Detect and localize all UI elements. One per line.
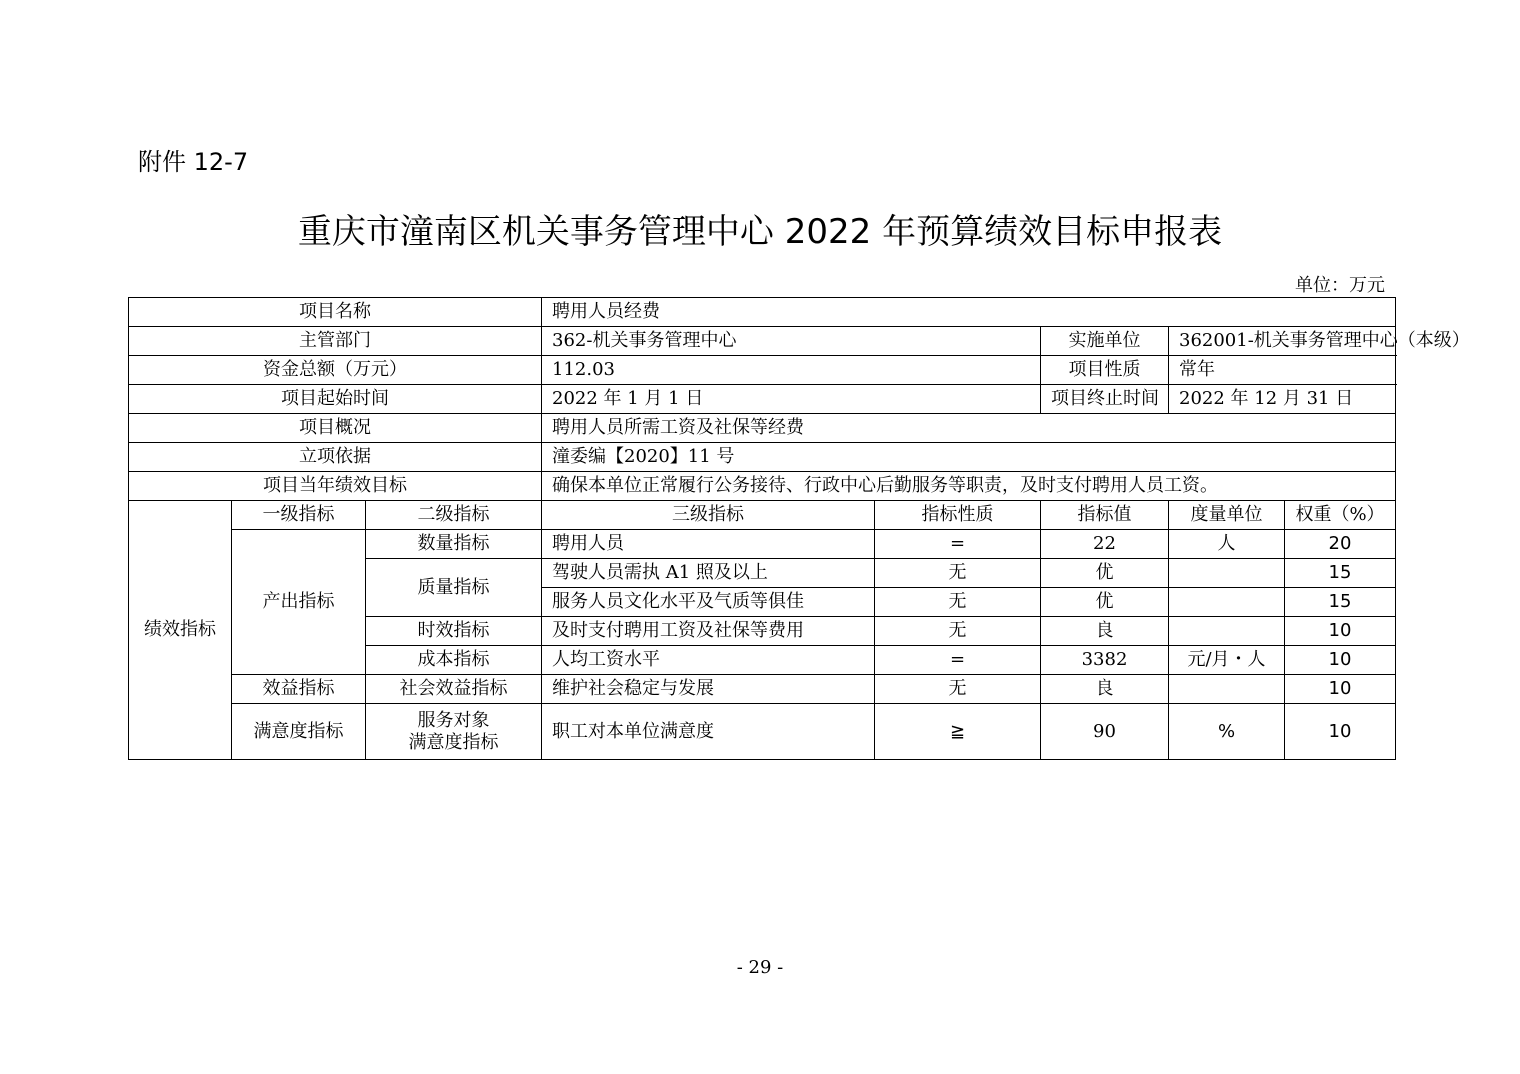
indicator-unit [1169, 675, 1285, 704]
table-row [129, 414, 1396, 443]
table-row [129, 530, 1396, 559]
indicator-weight: 10 [1285, 646, 1396, 675]
indicator-value: 优 [1041, 588, 1169, 617]
indicator-nature: 无 [875, 617, 1041, 646]
indicator-nature: 无 [875, 559, 1041, 588]
goal-label: 项目当年绩效目标 [129, 472, 542, 501]
level1-benefit: 效益指标 [232, 675, 366, 704]
level2-quantity: 数量指标 [366, 530, 542, 559]
page-title: 重庆市潼南区机关事务管理中心 2022 年预算绩效目标申报表 [297, 212, 1223, 252]
goal-value: 确保本单位正常履行公务接待、行政中心后勤服务等职责，及时支付聘用人员工资。 [542, 472, 1396, 501]
end-value: 2022 年 12 月 31 日 [1169, 385, 1396, 414]
header-level2: 二级指标 [366, 501, 542, 530]
level2-cost: 成本指标 [366, 646, 542, 675]
nature-label: 项目性质 [1041, 356, 1169, 385]
indicator-weight: 15 [1285, 588, 1396, 617]
header-level3: 三级指标 [542, 501, 875, 530]
table-row [129, 356, 1396, 385]
level2-service-satisfaction [366, 704, 542, 760]
indicator-name: 维护社会稳定与发展 [542, 675, 875, 704]
nature-value: 常年 [1169, 356, 1396, 385]
level2-quality: 质量指标 [366, 559, 542, 617]
level2-service-line2: 满意度指标 [408, 731, 499, 753]
level2-social: 社会效益指标 [366, 675, 542, 704]
indicator-unit [1169, 559, 1285, 588]
level1-output: 产出指标 [232, 530, 366, 675]
indicator-value: 90 [1041, 704, 1169, 760]
indicator-value: 良 [1041, 675, 1169, 704]
indicator-weight: 10 [1285, 617, 1396, 646]
start-label: 项目起始时间 [129, 385, 542, 414]
indicator-unit: % [1169, 704, 1285, 760]
project-name-label: 项目名称 [129, 298, 542, 327]
indicator-unit [1169, 617, 1285, 646]
page-number: - 29 - [736, 957, 784, 978]
indicator-nature: = [875, 646, 1041, 675]
indicator-unit: 元/月・人 [1169, 646, 1285, 675]
attachment-label: 附件 12-7 [138, 148, 249, 176]
indicator-weight: 20 [1285, 530, 1396, 559]
table-row [129, 327, 1396, 356]
indicator-header-row [129, 501, 1396, 530]
indicator-nature: ≧ [875, 704, 1041, 760]
impl-label: 实施单位 [1041, 327, 1169, 356]
header-level1: 一级指标 [232, 501, 366, 530]
indicator-unit [1169, 588, 1285, 617]
unit-label: 单位：万元 [1295, 275, 1385, 296]
indicator-weight: 10 [1285, 704, 1396, 760]
table-row [129, 704, 1396, 760]
indicator-group-label: 绩效指标 [129, 501, 232, 760]
basis-value: 潼委编【2020】11 号 [542, 443, 1396, 472]
header-weight: 权重（%） [1285, 501, 1396, 530]
indicator-unit: 人 [1169, 530, 1285, 559]
table-row [129, 443, 1396, 472]
table-row [129, 298, 1396, 327]
impl-value: 362001-机关事务管理中心（本级） [1169, 327, 1396, 356]
start-value: 2022 年 1 月 1 日 [542, 385, 1041, 414]
table-row [129, 675, 1396, 704]
header-value: 指标值 [1041, 501, 1169, 530]
dept-label: 主管部门 [129, 327, 542, 356]
indicator-name: 聘用人员 [542, 530, 875, 559]
level1-satisfaction: 满意度指标 [232, 704, 366, 760]
indicator-name: 及时支付聘用工资及社保等费用 [542, 617, 875, 646]
level2-service-line1: 服务对象 [417, 709, 490, 731]
basis-label: 立项依据 [129, 443, 542, 472]
table-row [129, 472, 1396, 501]
project-name-value: 聘用人员经费 [542, 298, 1396, 327]
indicator-nature: = [875, 530, 1041, 559]
overview-label: 项目概况 [129, 414, 542, 443]
indicator-name: 驾驶人员需执 A1 照及以上 [542, 559, 875, 588]
budget-target-table [128, 297, 1470, 760]
header-nature: 指标性质 [875, 501, 1041, 530]
indicator-weight: 15 [1285, 559, 1396, 588]
indicator-nature: 无 [875, 588, 1041, 617]
fund-value: 112.03 [542, 356, 1041, 385]
indicator-value: 良 [1041, 617, 1169, 646]
overview-value: 聘用人员所需工资及社保等经费 [542, 414, 1396, 443]
indicator-value: 3382 [1041, 646, 1169, 675]
fund-label: 资金总额（万元） [129, 356, 542, 385]
indicator-name: 职工对本单位满意度 [542, 704, 875, 760]
indicator-value: 22 [1041, 530, 1169, 559]
indicator-name: 人均工资水平 [542, 646, 875, 675]
end-label: 项目终止时间 [1041, 385, 1169, 414]
dept-value: 362-机关事务管理中心 [542, 327, 1041, 356]
indicator-nature: 无 [875, 675, 1041, 704]
indicator-value: 优 [1041, 559, 1169, 588]
level2-timeliness: 时效指标 [366, 617, 542, 646]
indicator-weight: 10 [1285, 675, 1396, 704]
indicator-name: 服务人员文化水平及气质等俱佳 [542, 588, 875, 617]
header-unit: 度量单位 [1169, 501, 1285, 530]
table-row [129, 385, 1396, 414]
